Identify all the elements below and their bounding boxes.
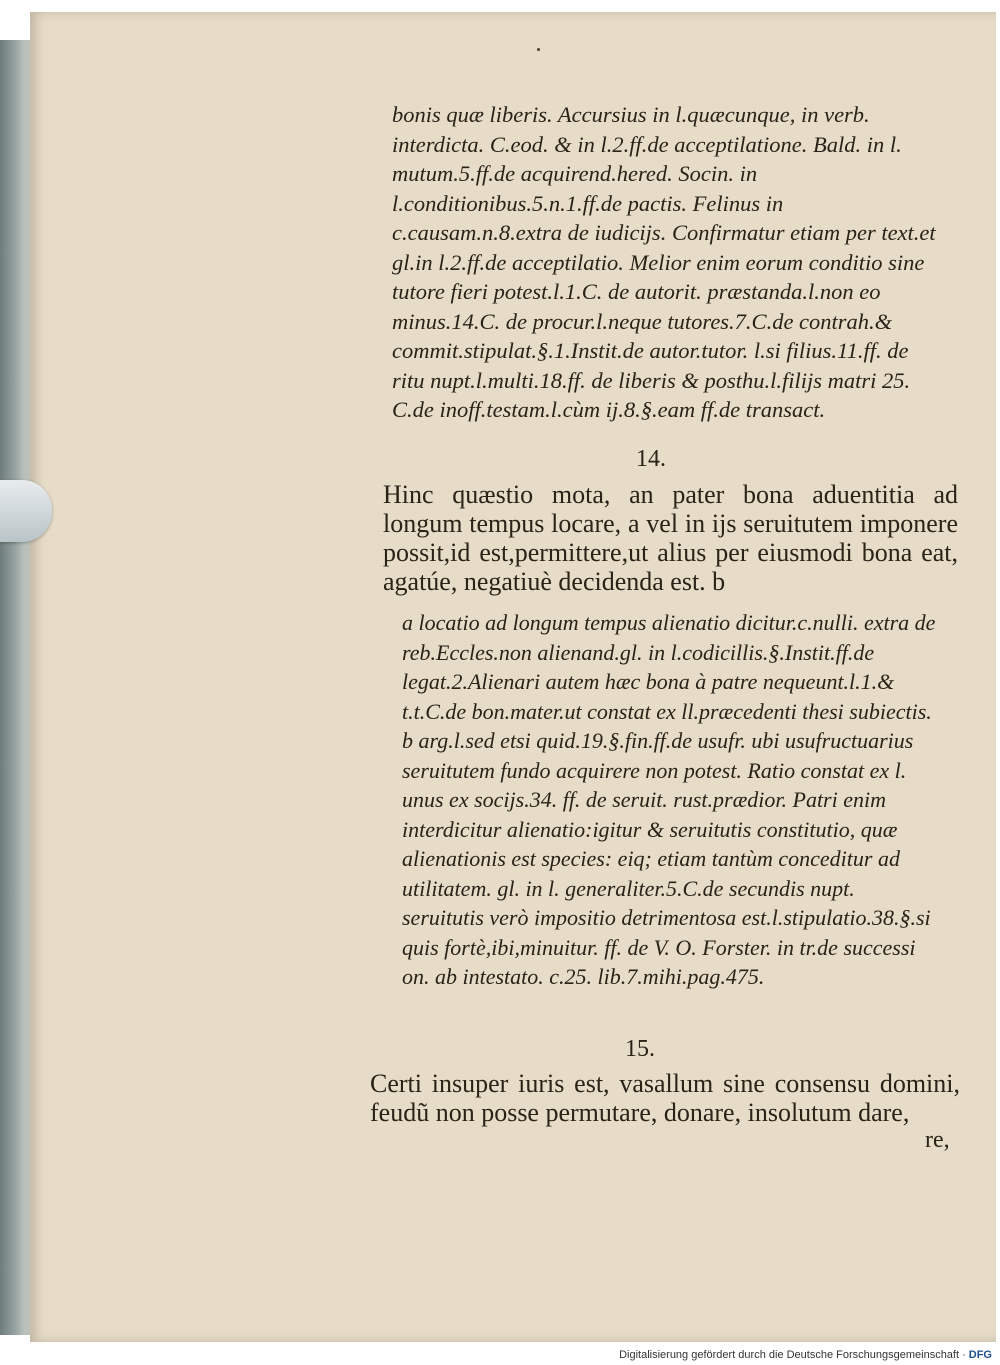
footnote-continuation: bonis quæ liberis. Accursius in l.quæcunque, in verb. interdicta. C.eod. & in l.2.ff.de acceptilatione. Bald. in l. mutum.5.ff.de acquirend.hered. Socin. in l.conditionibus.5.n.1.ff.de pactis. Felinus in c.causam.n.8.extra de iudicijs. Confirmatur etiam per text.et gl.in l.2.ff.de acceptilatio. Melior enim eorum conditio sine tutore fieri potest.l.1.C. de autorit. præstanda.l.non eo minus.14.C. de procur.l.neque tutores.7.C.de contrah.& commit.stipulat.§.1.Instit.de autor.tutor. l.si filius.11.ff. de ritu nupt.l.multi.18.ff. de liberis & posthu.l.filijs matri 25. C.de inoff.testam.l.cùm ij.8.§.eam ff.de transact. [392,102,936,422]
footnotes-a-b: a locatio ad longum tempus alienatio dicitur.c.nulli. extra de reb.Eccles.non alienand.gl. in l.codicillis.§.Instit.ff.de legat.2.Alienari autem hæc bona à patre nequeunt.l.1.& t.t.C.de bon.mater.ut constat ex ll.præcedenti thesi subiectis. b arg.l.sed etsi quid.19.§.fin.ff.de usufr. ubi usufructuarius seruitutem fundo acquirere non potest. Ratio constat ex l. unus ex socijs.34. ff. de seruit. rust.prædior. Patri enim interdicitur alienatio:igitur & seruitutis constitutio, quæ alienationis est species: eiq; etiam tantùm conceditur ad utilitatem. gl. in l. generaliter.5.C.de secundis nupt. seruitutis verò impositio detrimentosa est.l.stipulatio.38.§.si quis fortè,ibi,minuitur. ff. de V. O. Forster. in tr.de successi on. ab intestato. c.25. lib.7.mihi.pag.475. [402,610,936,989]
footer-text: Digitalisierung gefördert durch die Deutsche Forschungsgemeinschaft · [619,1349,966,1361]
catchword: re, [925,1127,950,1153]
section-number-14: 14. [636,446,666,472]
section-14-text: Hinc quæstio mota, an pater bona aduentitia ad longum tempus locare, a vel in ijs seruitutem imponere possit,id est,permittere,ut alius per eiusmodi bona eat, agatúe, negatiuè decidenda est. b [383,480,958,596]
section-number-15: 15. [625,1036,655,1062]
dfg-logo: DFG [968,1349,992,1361]
printer-mark [537,48,540,51]
digitization-footer [619,1349,992,1361]
section-15-text: Certi insuper iuris est, vasallum sine consensu domini, feudũ non posse permutare, donare, insolutum dare, [370,1069,960,1127]
